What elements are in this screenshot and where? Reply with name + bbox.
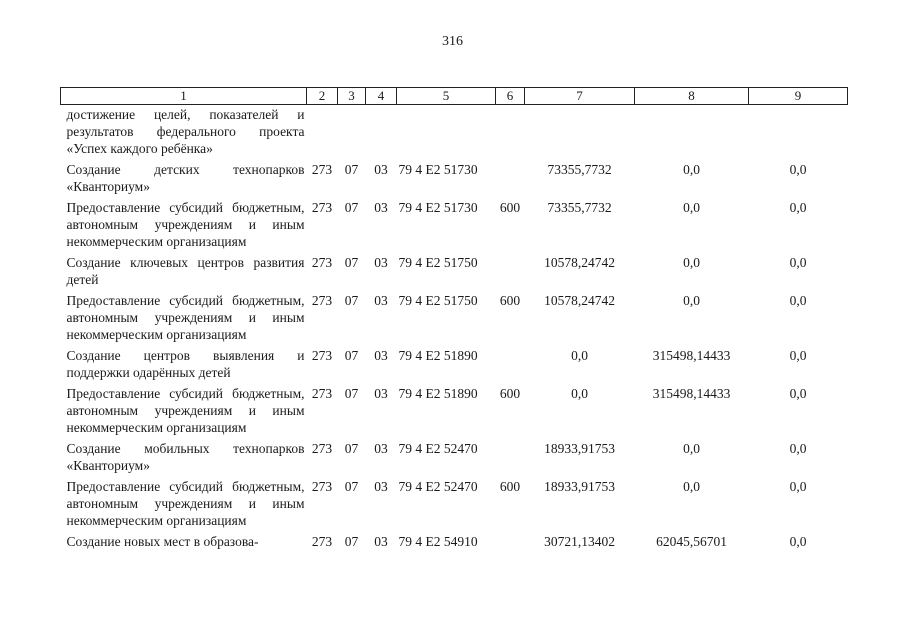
cell-section: 07	[344, 293, 359, 308]
cell-subsection: 03	[374, 200, 388, 215]
row-description: Создание ключевых центров развития детей	[66, 255, 305, 287]
cell-amount-col8: 62045,56701	[656, 534, 727, 549]
cell-section: 07	[344, 479, 359, 494]
cell-amount-col9: 0,0	[789, 162, 807, 177]
cell-section: 07	[344, 162, 359, 177]
cell-expense-type: 600	[499, 386, 521, 401]
cell-admin-code: 273	[311, 386, 333, 401]
cell-admin-code: 273	[311, 348, 333, 363]
cell-expense-type: 600	[499, 479, 521, 494]
cell-amount-col8: 0,0	[683, 200, 700, 215]
table-row	[61, 105, 848, 159]
cell-expense-type	[496, 344, 525, 382]
cell-amount-col9: 0,0	[789, 386, 807, 401]
cell-subsection: 03	[374, 162, 388, 177]
row-description: Создание центров выявления и поддержки одарённых детей	[66, 348, 305, 380]
cell-subsection: 03	[374, 255, 388, 270]
cell-amount-col7: 0,0	[571, 386, 588, 401]
cell-subsection: 03	[374, 293, 388, 308]
column-header: 4	[366, 88, 397, 105]
cell-admin-code: 273	[311, 534, 333, 549]
cell-subsection: 03	[374, 441, 388, 456]
cell-target-article: 79 4 E2 54910	[398, 534, 478, 549]
column-header: 6	[496, 88, 525, 105]
table-row	[61, 475, 848, 530]
table-row	[61, 196, 848, 251]
budget-table	[60, 87, 848, 551]
cell-target-article: 79 4 E2 51750	[398, 293, 478, 308]
row-description: Создание детских технопарков «Кванториум»	[66, 162, 305, 194]
column-header: 8	[635, 88, 749, 105]
cell-amount-col8	[635, 105, 749, 159]
column-header: 3	[338, 88, 366, 105]
row-description: Создание новых мест в образова-	[66, 534, 259, 549]
cell-amount-col8: 0,0	[683, 479, 700, 494]
cell-subsection: 03	[374, 386, 388, 401]
row-description: Создание мобильных технопарков «Кванториум»	[66, 441, 305, 473]
cell-admin-code: 273	[311, 162, 333, 177]
cell-expense-type: 600	[499, 200, 521, 215]
cell-admin-code: 273	[311, 200, 333, 215]
table-row	[61, 530, 848, 551]
cell-amount-col7: 18933,91753	[544, 441, 615, 456]
cell-section: 07	[344, 255, 359, 270]
cell-section: 07	[344, 441, 359, 456]
table-row	[61, 289, 848, 344]
cell-section: 07	[344, 534, 359, 549]
cell-admin-code: 273	[311, 441, 333, 456]
cell-target-article: 79 4 E2 51750	[398, 255, 478, 270]
cell-amount-col7: 73355,7732	[547, 162, 612, 177]
cell-section: 07	[344, 386, 359, 401]
cell-expense-type	[496, 105, 525, 159]
cell-amount-col7: 0,0	[571, 348, 588, 363]
table-row	[61, 158, 848, 196]
cell-target-article: 79 4 E2 51730	[398, 162, 478, 177]
column-header: 5	[397, 88, 496, 105]
row-description: Предоставление субсидий бюджетным, автономным учреждениям и иным некоммерческим организациям	[66, 293, 305, 342]
cell-amount-col8: 0,0	[683, 293, 700, 308]
cell-amount-col8: 0,0	[683, 255, 700, 270]
cell-target-article: 79 4 E2 52470	[398, 441, 478, 456]
row-description: Предоставление субсидий бюджетным, автономным учреждениям и иным некоммерческим организациям	[66, 479, 305, 528]
cell-amount-col9: 0,0	[789, 441, 807, 456]
cell-section	[338, 105, 366, 159]
cell-subsection	[366, 105, 397, 159]
page-number: 316	[442, 34, 463, 49]
cell-target-article: 79 4 E2 51890	[398, 386, 478, 401]
cell-subsection: 03	[374, 348, 388, 363]
cell-amount-col7: 10578,24742	[544, 255, 615, 270]
column-header: 7	[525, 88, 635, 105]
cell-expense-type	[496, 530, 525, 551]
cell-amount-col9: 0,0	[789, 479, 807, 494]
cell-subsection: 03	[374, 534, 388, 549]
cell-amount-col7: 18933,91753	[544, 479, 615, 494]
table-header-row	[61, 88, 848, 105]
cell-target-article: 79 4 E2 51730	[398, 200, 478, 215]
cell-subsection: 03	[374, 479, 388, 494]
cell-expense-type	[496, 251, 525, 289]
cell-admin-code: 273	[311, 255, 333, 270]
cell-admin-code: 273	[311, 479, 333, 494]
table-row	[61, 437, 848, 475]
budget-table-container	[60, 87, 848, 551]
cell-expense-type: 600	[499, 293, 521, 308]
cell-amount-col7	[525, 105, 635, 159]
cell-section: 07	[344, 200, 359, 215]
cell-amount-col9: 0,0	[789, 200, 807, 215]
cell-amount-col9: 0,0	[789, 348, 807, 363]
row-description: достижение целей, показателей и результатов федерального проекта «Успех каждого ребёнка»	[66, 107, 305, 156]
cell-admin-code	[307, 105, 338, 159]
column-header: 2	[307, 88, 338, 105]
cell-amount-col8: 315498,14433	[652, 386, 731, 401]
cell-amount-col9: 0,0	[789, 293, 807, 308]
row-description: Предоставление субсидий бюджетным, автономным учреждениям и иным некоммерческим организациям	[66, 386, 305, 435]
table-row	[61, 382, 848, 437]
cell-section: 07	[344, 348, 359, 363]
row-description: Предоставление субсидий бюджетным, автономным учреждениям и иным некоммерческим организациям	[66, 200, 305, 249]
cell-amount-col8: 0,0	[683, 162, 700, 177]
cell-amount-col8: 0,0	[683, 441, 700, 456]
cell-amount-col9: 0,0	[789, 534, 807, 549]
cell-amount-col7: 10578,24742	[544, 293, 615, 308]
cell-target-article	[397, 105, 496, 159]
cell-target-article: 79 4 E2 51890	[398, 348, 478, 363]
cell-admin-code: 273	[311, 293, 333, 308]
cell-amount-col8: 315498,14433	[652, 348, 731, 363]
cell-amount-col9: 0,0	[789, 255, 807, 270]
cell-expense-type	[496, 158, 525, 196]
cell-target-article: 79 4 E2 52470	[398, 479, 478, 494]
table-row	[61, 344, 848, 382]
cell-amount-col7: 73355,7732	[547, 200, 612, 215]
cell-amount-col7: 30721,13402	[544, 534, 615, 549]
column-header: 9	[749, 88, 848, 105]
column-header: 1	[61, 88, 307, 105]
cell-expense-type	[496, 437, 525, 475]
cell-amount-col9	[749, 105, 848, 159]
table-row	[61, 251, 848, 289]
